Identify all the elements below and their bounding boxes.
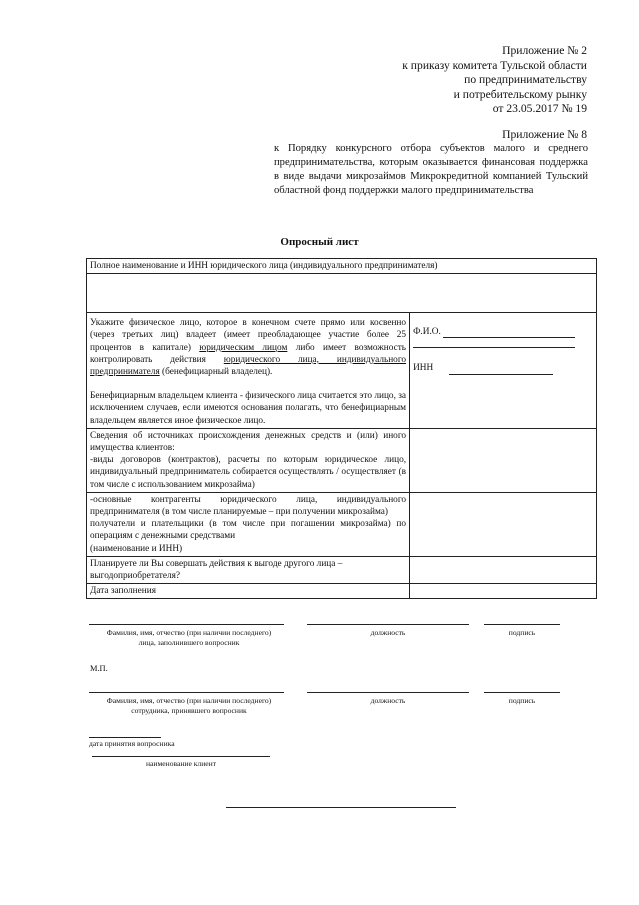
stamp-label: М.П.	[90, 664, 108, 673]
position-caption: должность	[370, 696, 406, 705]
beneficiary-text-underlined: юридического лица, индивидуального предпринимателя	[90, 354, 407, 378]
fill-date-label: Дата заполнения	[87, 584, 410, 599]
receiver-position-line[interactable]	[307, 692, 469, 693]
table-row	[87, 259, 597, 274]
filler-caption	[89, 628, 289, 647]
beneficiary-text: Укажите физическое лицо, которое в конечном счете прямо или косвенно (через третьих лиц) владеет (имеет преобладающее участие более 25 процентов в капитале)	[90, 318, 407, 353]
filler-caption-line1: Фамилия, имя, отчество (при наличии последнего)	[106, 628, 272, 637]
beneficiary-action-question: Планируете ли Вы совершать действия к выгоде другого лица – выгодоприобретателя?	[87, 556, 410, 583]
inn-label: ИНН	[413, 363, 434, 374]
bottom-line	[226, 807, 456, 808]
receiver-caption	[89, 696, 289, 715]
beneficiary-question	[87, 313, 410, 429]
signature-caption: подпись	[508, 696, 536, 705]
beneficiary-text: (бенефициарный владелец).	[159, 367, 273, 378]
receiver-caption-line2: сотрудника, принявшего вопросник	[131, 705, 247, 715]
table-row	[87, 313, 597, 429]
counterparties-answer[interactable]	[410, 492, 597, 556]
table-row	[87, 584, 597, 599]
acceptance-date-line[interactable]	[89, 737, 161, 738]
payers-text: получатели и плательщики (в том числе при погашении микрозайма) по операциям с денежными средствами	[90, 519, 407, 542]
filler-caption-line2: лица, заполнившего вопросник	[138, 637, 240, 647]
form-title: Опросный лист	[280, 236, 359, 248]
funds-source-question	[87, 428, 410, 492]
signature-caption: подпись	[508, 628, 536, 637]
appendix-2-header	[402, 44, 587, 117]
filler-position-line[interactable]	[307, 624, 469, 625]
appendix-line: к приказу комитета Тульской области	[402, 58, 587, 72]
acceptance-date-caption: дата принятия вопросника	[89, 739, 175, 748]
appendix-line: и потребительскому рынку	[453, 87, 587, 101]
appendix-8-text: к Порядку конкурсного отбора субъектов малого и среднего предпринимательства, которым оказывается финансовая поддержка в виде выдачи микрозаймов Микрокредитной компанией Тульский областной фонд поддержки малого предпринимательства	[274, 143, 588, 196]
table-row	[87, 274, 597, 313]
table-row	[87, 492, 597, 556]
filler-signature-line[interactable]	[484, 624, 560, 625]
client-name-line[interactable]	[92, 756, 270, 757]
contract-types-text: -виды договоров (контрактов), расчеты по которым юридическое лицо, индивидуальный предприниматель собирается осуществлять / осуществляет (в том числе с использованием микрозайма)	[90, 455, 407, 490]
filler-name-line[interactable]	[89, 624, 284, 625]
name-inn-note: (наименование и ИНН)	[90, 543, 183, 554]
funds-source-answer[interactable]	[410, 428, 597, 492]
fio-field[interactable]	[443, 328, 575, 338]
table-row	[87, 428, 597, 492]
fio-label: Ф.И.О.	[413, 327, 441, 338]
counterparties-question	[87, 492, 410, 556]
inn-row	[413, 362, 553, 374]
client-name-caption: наименование клиент	[145, 759, 217, 768]
appendix-8-title: Приложение № 8	[502, 128, 587, 141]
receiver-caption-line1: Фамилия, имя, отчество (при наличии последнего)	[106, 696, 272, 705]
beneficiary-action-answer[interactable]	[410, 556, 597, 583]
appendix-line: Приложение № 2	[502, 44, 587, 57]
appendix-line: от 23.05.2017 № 19	[492, 102, 587, 115]
full-name-field[interactable]	[87, 274, 597, 313]
counterparties-text: -основные контрагенты юридического лица, индивидуального предпринимателя (в том числе планируемые – при получении микрозайма)	[90, 494, 407, 518]
beneficiary-answer-cell	[410, 313, 597, 429]
appendix-line: по предпринимательству	[464, 73, 587, 86]
beneficiary-text-underlined: юридическим лицом	[199, 342, 288, 353]
fio-row	[413, 326, 575, 338]
questionnaire-table	[86, 258, 597, 599]
full-name-label: Полное наименование и ИНН юридического лица (индивидуального предпринимателя)	[87, 259, 597, 274]
receiver-name-line[interactable]	[89, 692, 284, 693]
fio-field-line2[interactable]	[413, 346, 575, 348]
inn-field[interactable]	[449, 365, 553, 375]
beneficiary-text: либо имеет возможность контролировать действия	[90, 342, 407, 365]
table-row	[87, 556, 597, 583]
position-caption: должность	[370, 628, 406, 637]
funds-source-text: Сведения об источниках происхождения денежных средств и (или) иного имущества клиентов:	[90, 430, 407, 454]
receiver-signature-line[interactable]	[484, 692, 560, 693]
beneficiary-note: Бенефициарным владельцем клиента - физического лица считается это лицо, за исключением случаев, если имеются основания полагать, что бенефициарным владельцем является иное физическое лицо.	[90, 391, 407, 426]
fill-date-answer[interactable]	[410, 584, 597, 599]
